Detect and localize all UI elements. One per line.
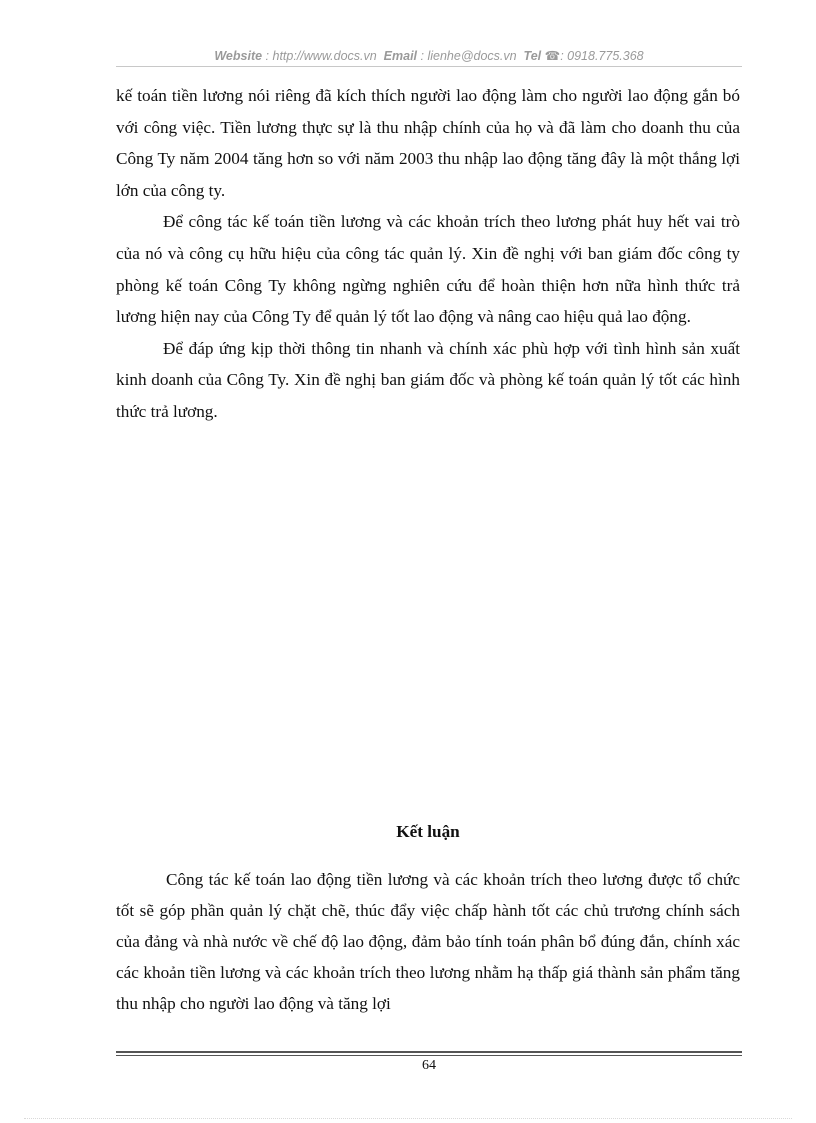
- conclusion-body: [116, 864, 740, 1019]
- email-label: Email: [383, 49, 418, 63]
- website-label: Website: [214, 49, 263, 63]
- conclusion-title: Kết luận: [396, 822, 460, 841]
- website-value: : http://www.docs.vn: [265, 49, 377, 63]
- footer-rule-thin: [116, 1055, 742, 1056]
- body-text: [116, 80, 740, 428]
- page-number: 64: [422, 1058, 436, 1073]
- page-bottom-dotted-edge: [24, 1118, 792, 1119]
- paragraph: Để đáp ứng kịp thời thông tin nhanh và chính xác phù hợp với tình hình sản xuất kinh doanh của Công Ty. Xin đề nghị ban giám đốc và phòng kế toán quản lý tốt các hình thức trả lương.: [116, 338, 740, 421]
- email-value: : lienhe@docs.vn: [420, 49, 517, 63]
- page-header: [116, 48, 742, 63]
- header-rule: [116, 66, 742, 67]
- paragraph: Để công tác kế toán tiền lương và các khoản trích theo lương phát huy hết vai trò của nó và công cụ hữu hiệu của công tác quản lý. Xin đề nghị với ban giám đốc công ty phòng kế toán Công Ty không ngừng nghiên cứu để hoàn thiện hơn nữa hình thức trả lương hiện nay của Công Ty để quản lý tốt lao động và nâng cao hiệu quả lao động.: [116, 212, 740, 327]
- tel-value: ☎: 0918.775.368: [544, 49, 644, 63]
- paragraph-continued: kế toán tiền lương nói riêng đã kích thích người lao động làm cho người lao động gắn bó với công việc. Tiền lương thực sự là thu nhập chính của họ và đã làm cho doanh thu của Công Ty năm 2004 tăng hơn so với năm 2003 thu nhập lao động tăng đây là một thắng lợi lớn của công ty.: [116, 86, 740, 200]
- tel-label: Tel: [523, 49, 542, 63]
- conclusion-paragraph: Công tác kế toán lao động tiền lương và các khoản trích theo lương được tổ chức tốt sẽ góp phần quản lý chặt chẽ, thúc đẩy việc chấp hành tốt các chủ trương chính sách của đảng và nhà nước về chế độ lao động, đảm bảo tính toán phân bổ đúng đắn, chính xác các khoản tiền lương và các khoản trích theo lương nhằm hạ thấp giá thành sản phẩm tăng thu nhập cho người lao động và tăng lợi: [116, 870, 740, 1013]
- footer-rule-thick: [116, 1051, 742, 1053]
